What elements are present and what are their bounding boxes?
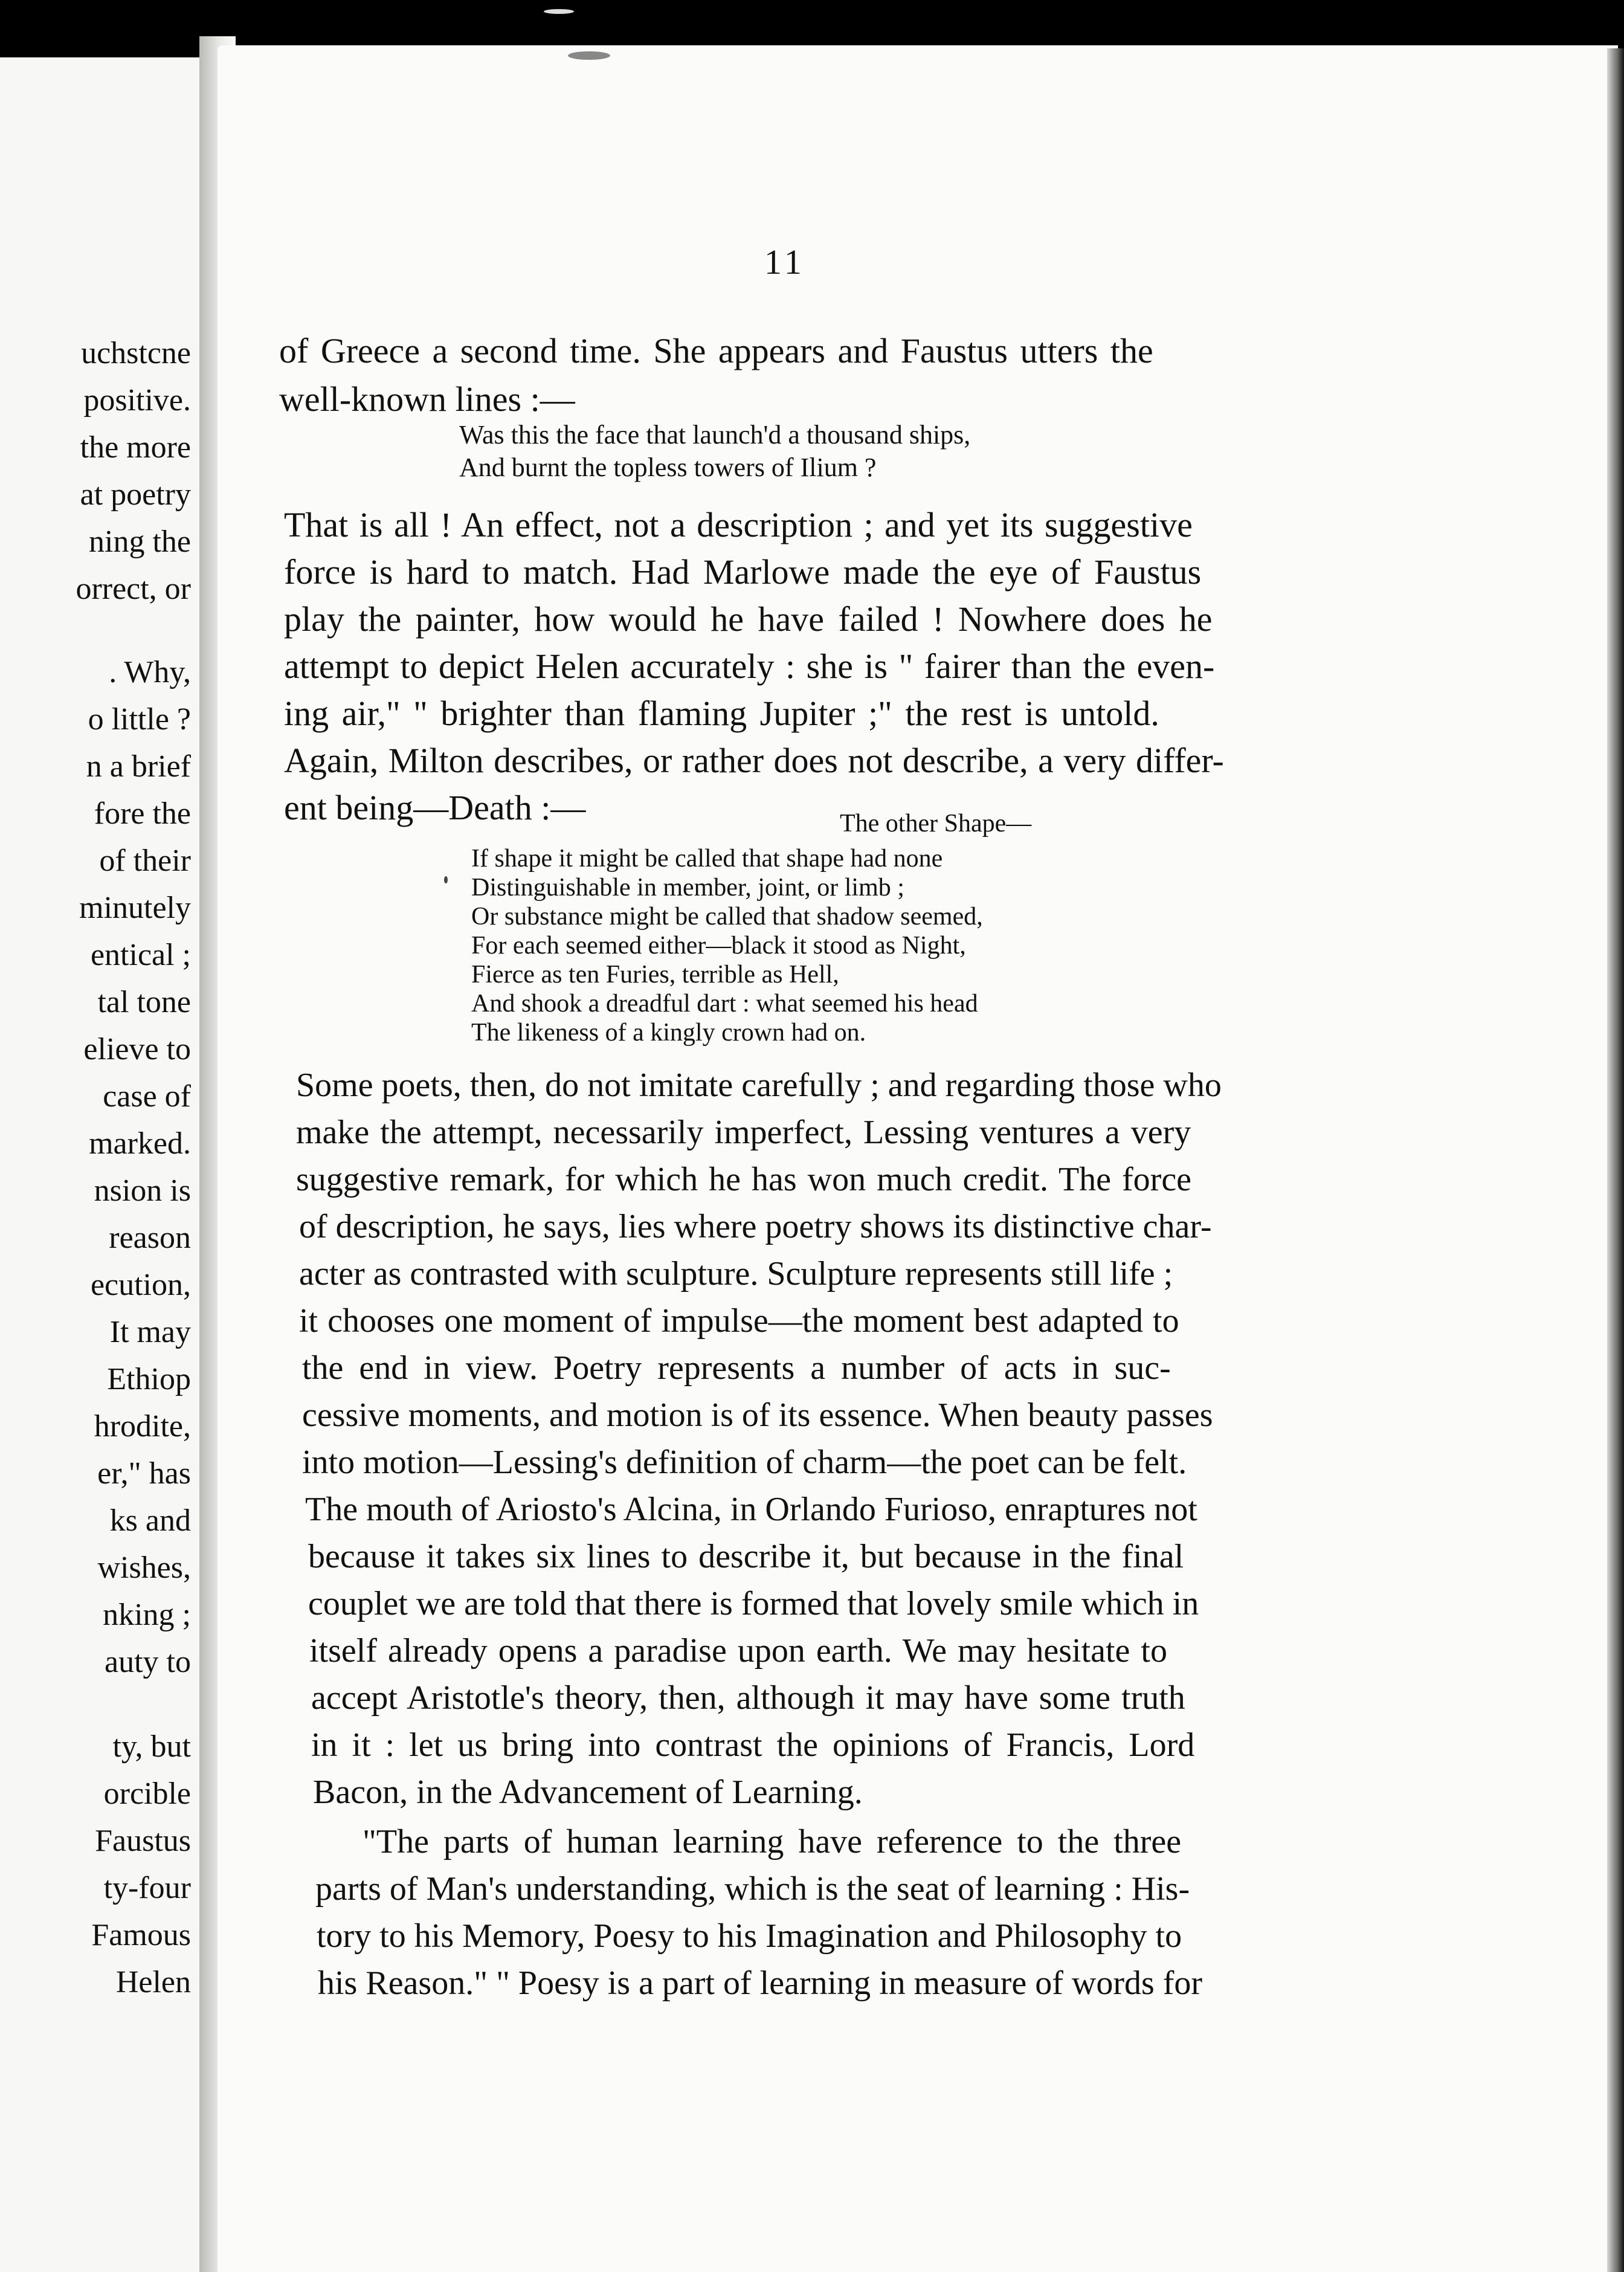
text-line: ent being—Death :—	[284, 788, 586, 827]
text-line: Bacon, in the Advancement of Learning.	[313, 1773, 863, 1811]
left-page-line: tal tone	[97, 985, 191, 1019]
left-page-line: case of	[103, 1079, 191, 1114]
text-line: make the attempt, necessarily imperfect, Lessing ventures a very	[296, 1114, 1191, 1151]
text-line: That is all ! An effect, not a description ; and yet its suggestive	[284, 505, 1193, 544]
left-page-line: positive.	[83, 383, 191, 418]
left-page-line: uchstcne	[81, 336, 191, 370]
left-page-line: ty-four	[103, 1871, 191, 1905]
page-number: 11	[764, 242, 805, 282]
text-line: "The parts of human learning have reference to the three	[362, 1823, 1182, 1861]
left-page-line: reason	[109, 1221, 191, 1255]
scan-speck	[544, 9, 574, 14]
quote-line: Fierce as ten Furies, terrible as Hell,	[471, 961, 839, 989]
text-line: acter as contrasted with sculpture. Sculpture represents still life ;	[299, 1255, 1173, 1293]
left-page-line: auty to	[105, 1645, 191, 1679]
quote-line: Was this the face that launch'd a thousand ships,	[459, 420, 971, 450]
left-page-line: It may	[109, 1315, 191, 1349]
scan-speck	[444, 876, 448, 883]
text-line: it chooses one moment of impulse—the moment best adapted to	[299, 1302, 1179, 1340]
text-line: force is hard to match. Had Marlowe made the eye of Faustus	[284, 552, 1202, 592]
left-page-line: n a brief	[86, 749, 191, 784]
text-line: ing air," " brighter than flaming Jupiter ;" the rest is untold.	[284, 694, 1159, 733]
left-page-line: orrect, or	[76, 572, 191, 606]
text-line: suggestive remark, for which he has won much credit. The force	[296, 1161, 1192, 1198]
left-page-line: wishes,	[97, 1551, 191, 1585]
text-line: Again, Milton describes, or rather does not describe, a very differ-	[284, 741, 1224, 780]
text-line: play the painter, how would he have failed ! Nowhere does he	[284, 599, 1213, 639]
text-line: his Reason." " Poesy is a part of learning in measure of words for	[318, 1964, 1203, 2002]
left-page-line: ning the	[89, 524, 191, 559]
quote-line: And burnt the topless towers of Ilium ?	[459, 453, 877, 482]
left-page-line: Faustus	[95, 1824, 191, 1858]
text-line: in it : let us bring into contrast the opinions of Francis, Lord	[311, 1726, 1195, 1764]
quote-line: Distinguishable in member, joint, or limb ;	[471, 874, 904, 902]
left-page-line: ks and	[109, 1503, 191, 1538]
text-line: attempt to depict Helen accurately : she is " fairer than the even-	[284, 647, 1215, 686]
left-page-line: minutely	[79, 891, 191, 925]
scan-speck	[568, 51, 610, 60]
left-page-line: nsion is	[94, 1173, 191, 1208]
left-page-line: hrodite,	[94, 1409, 191, 1444]
left-page-line: . Why,	[109, 655, 191, 689]
left-page-line: at poetry	[80, 477, 191, 512]
text-line: well-known lines :—	[279, 379, 575, 419]
text-line: parts of Man's understanding, which is the seat of learning : His-	[315, 1870, 1190, 1908]
left-page-line: ty, but	[112, 1729, 191, 1764]
text-line: tory to his Memory, Poesy to his Imagination and Philosophy to	[317, 1917, 1182, 1955]
quote-line: The other Shape—	[840, 810, 1032, 837]
quote-line: Or substance might be called that shadow seemed,	[471, 903, 983, 931]
quote-line: For each seemed either—black it stood as Night,	[471, 932, 966, 960]
text-line: couplet we are told that there is formed that lovely smile which in	[308, 1585, 1199, 1622]
left-page-line: o little ?	[88, 702, 191, 737]
quote-line: And shook a dreadful dart : what seemed his head	[471, 990, 978, 1018]
text-line: the end in view. Poetry represents a number of acts in suc-	[302, 1349, 1171, 1387]
page-edge-shadow	[1607, 48, 1624, 2272]
text-line: The mouth of Ariosto's Alcina, in Orlando Furioso, enraptures not	[305, 1491, 1197, 1528]
left-page-line: ecution,	[90, 1268, 191, 1302]
left-page-line: fore the	[94, 796, 191, 831]
left-page-line: er," has	[97, 1456, 191, 1491]
text-line: into motion—Lessing's definition of charm—the poet can be felt.	[302, 1444, 1187, 1481]
left-page-fragment	[0, 57, 199, 2272]
left-page-line: nking ;	[103, 1598, 191, 1632]
text-line: cessive moments, and motion is of its essence. When beauty passes	[302, 1396, 1213, 1434]
left-page-line: orcible	[103, 1777, 191, 1811]
quote-line: The likeness of a kingly crown had on.	[471, 1019, 866, 1047]
text-line: of Greece a second time. She appears and Faustus utters the	[279, 331, 1153, 370]
text-line: because it takes six lines to describe it, but because in the final	[308, 1538, 1184, 1575]
text-line: itself already opens a paradise upon earth. We may hesitate to	[309, 1632, 1167, 1670]
left-page-line: marked.	[89, 1126, 191, 1161]
left-page-line: elieve to	[83, 1032, 191, 1067]
text-line: Some poets, then, do not imitate carefully ; and regarding those who	[296, 1067, 1222, 1104]
left-page-line: Ethiop	[107, 1362, 191, 1396]
left-page-line: of their	[99, 844, 191, 878]
left-page-line: entical ;	[90, 938, 191, 972]
left-page-line: the more	[80, 430, 191, 465]
text-line: accept Aristotle's theory, then, although it may have some truth	[311, 1679, 1185, 1717]
text-line: of description, he says, lies where poetry shows its distinctive char-	[299, 1208, 1212, 1245]
left-page-line: Famous	[91, 1918, 191, 1952]
left-page-line: Helen	[115, 1965, 191, 1999]
quote-line: If shape it might be called that shape had none	[471, 845, 943, 873]
